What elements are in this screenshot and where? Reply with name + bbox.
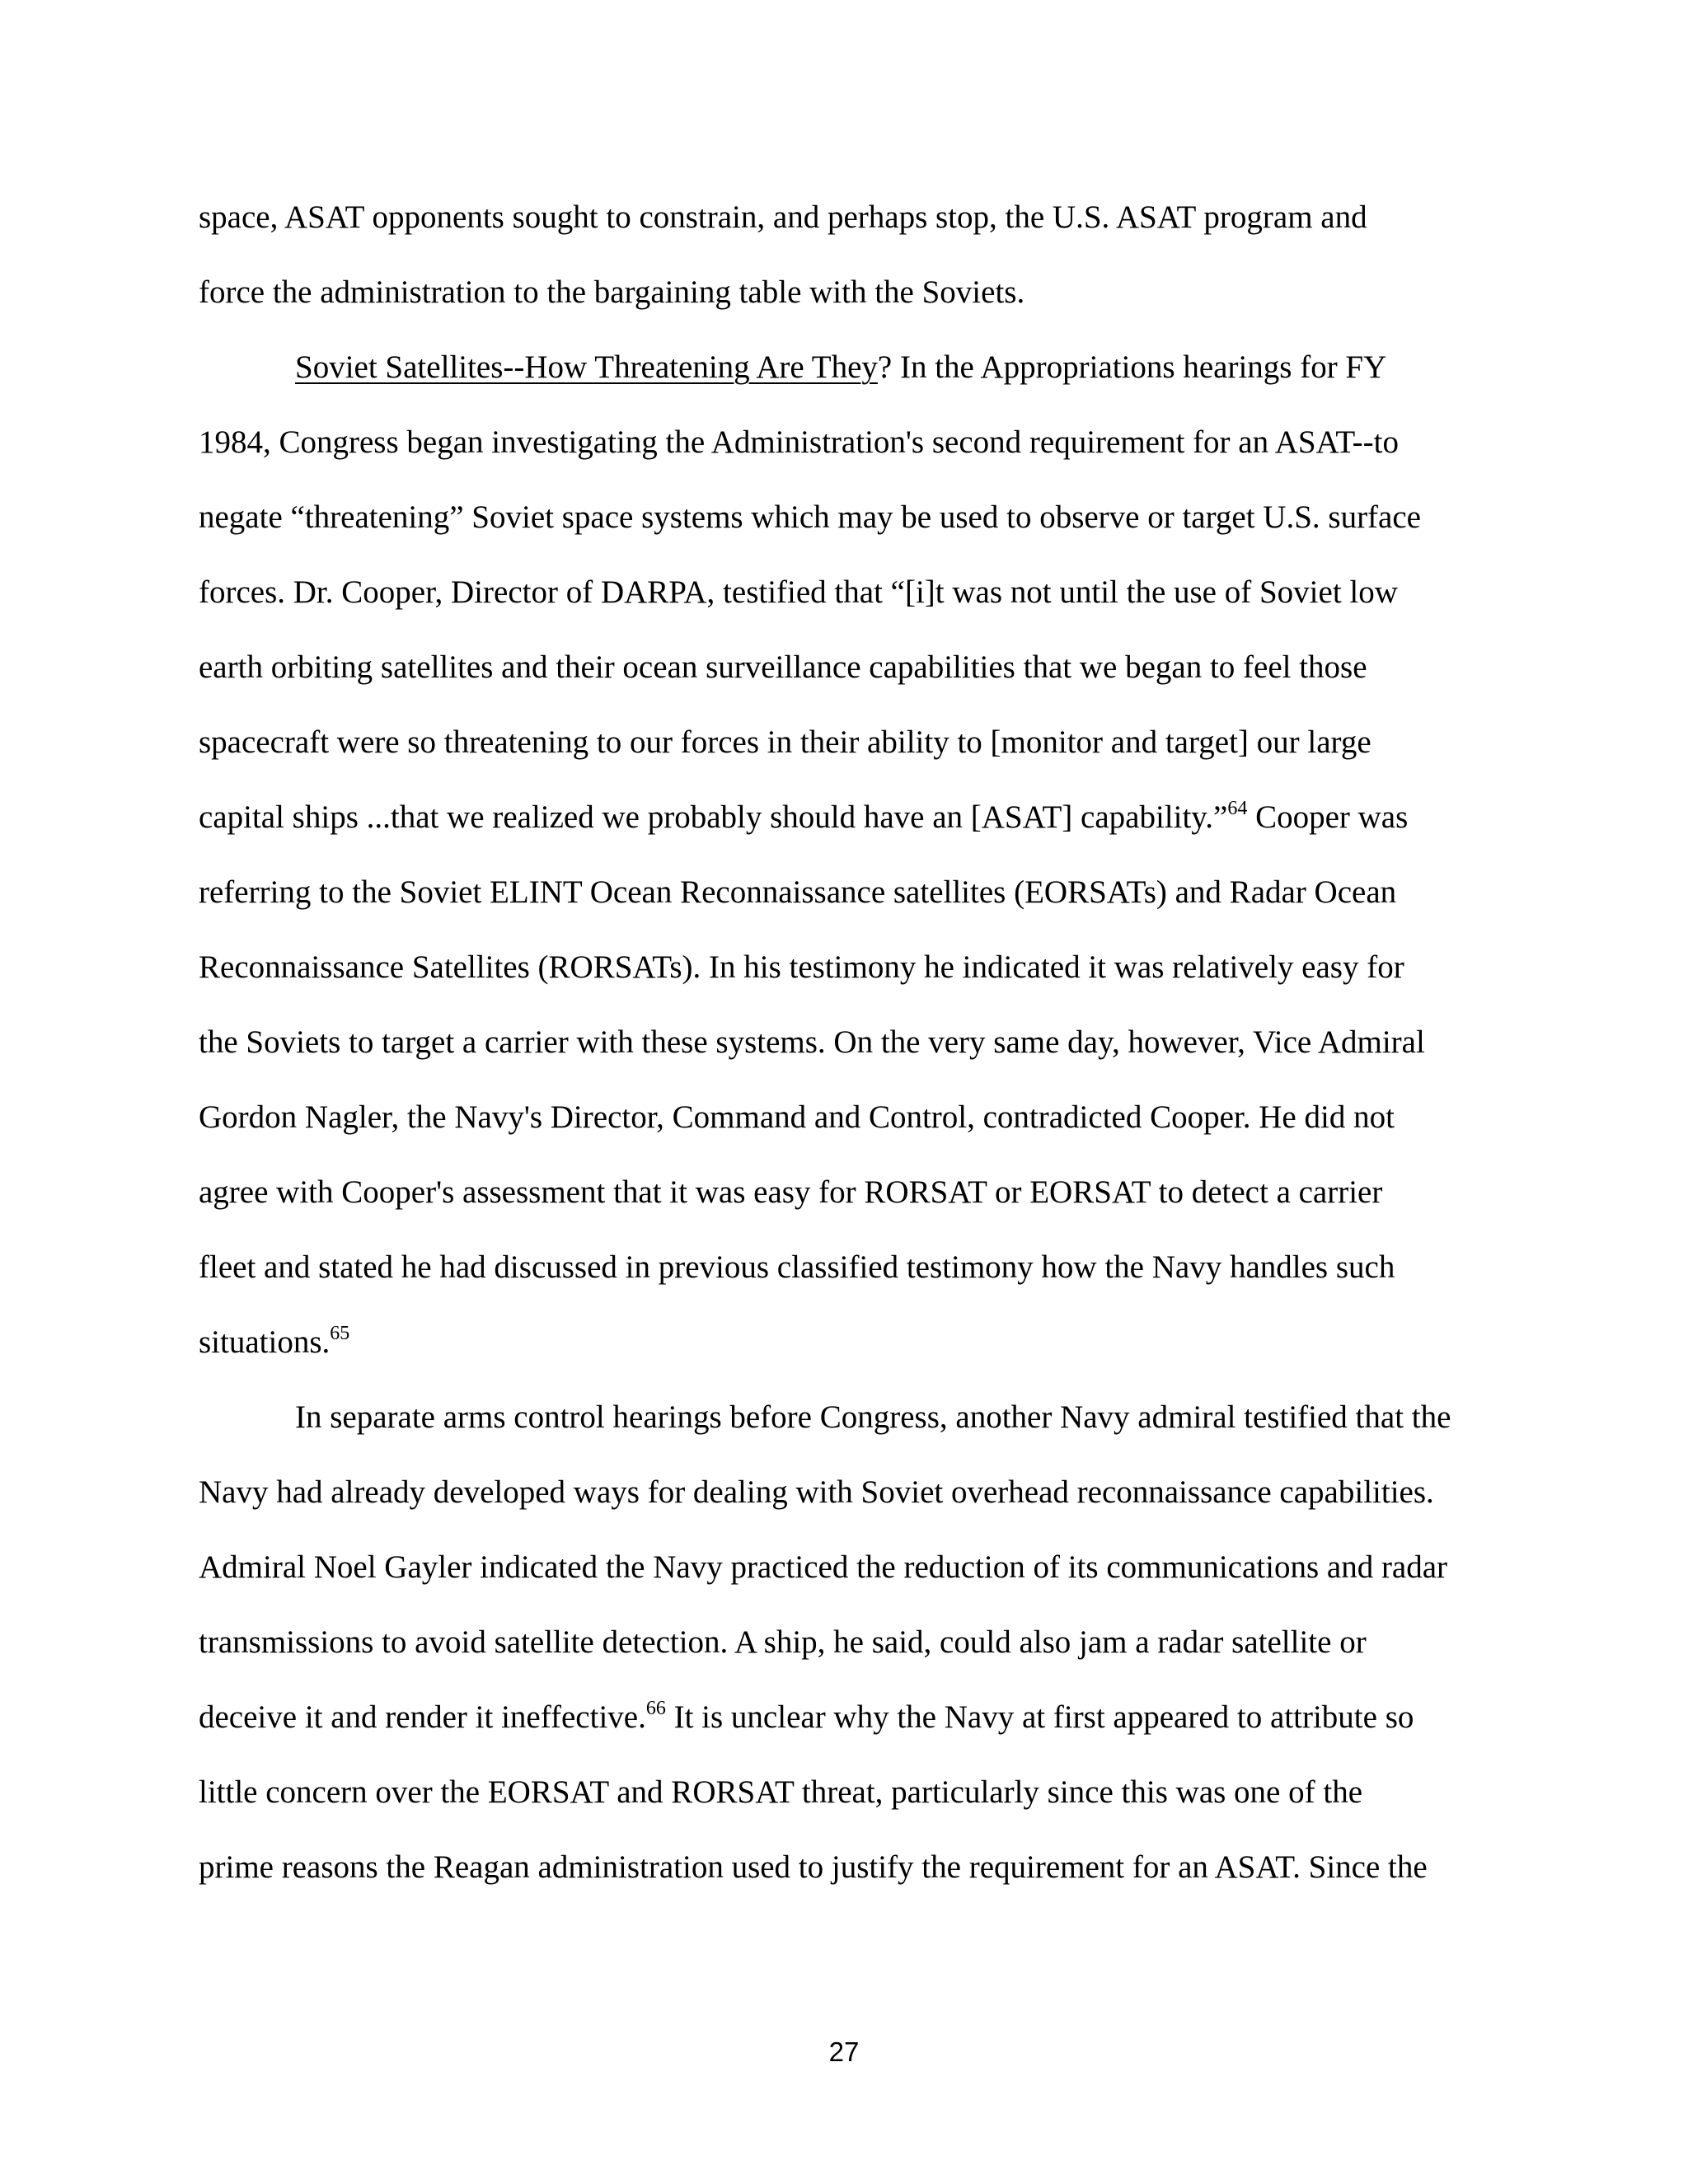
line-text: Cooper was [1247, 799, 1409, 835]
section-heading: Soviet Satellites--How Threatening Are They [295, 349, 878, 385]
line-text: negate “threatening” Soviet space systems which may be used to observe or target U.S. surface [199, 499, 1421, 535]
page-number: 27 [828, 2036, 860, 2067]
line-text: little concern over the EORSAT and RORSAT threat, particularly since this was one of the [199, 1774, 1362, 1810]
text-line [199, 1773, 1534, 1812]
line-text: capital ships ...that we realized we probably should have an [ASAT] capability.” [199, 799, 1228, 835]
text-line [199, 573, 1534, 612]
line-text: spacecraft were so threatening to our forces in their ability to [monitor and target] our large [199, 724, 1372, 760]
text-line [199, 198, 1534, 237]
line-text: Gordon Nagler, the Navy's Director, Command and Control, contradicted Cooper. He did not [199, 1099, 1395, 1135]
line-text: referring to the Soviet ELINT Ocean Reconnaissance satellites (EORSATs) and Radar Ocean [199, 874, 1397, 910]
text-line [199, 948, 1534, 987]
line-text: ? In the Appropriations hearings for FY [877, 349, 1387, 385]
text-line [199, 1023, 1534, 1062]
text-line [199, 498, 1534, 537]
text-line [199, 423, 1534, 462]
text-line [199, 1698, 1534, 1737]
line-text: Admiral Noel Gayler indicated the Navy practiced the reduction of its communications and radar [199, 1549, 1448, 1585]
text-line [199, 798, 1534, 837]
text-line [199, 723, 1534, 762]
line-text: It is unclear why the Navy at first appeared to attribute so [665, 1699, 1414, 1735]
line-text: Navy had already developed ways for dealing with Soviet overhead reconnaissance capabilities. [199, 1474, 1434, 1510]
footnote-reference: 64 [1227, 798, 1248, 819]
text-line [199, 873, 1534, 912]
line-text: transmissions to avoid satellite detection. A ship, he said, could also jam a radar satellite or [199, 1624, 1367, 1660]
text-line [199, 1248, 1534, 1287]
footnote-reference: 65 [330, 1323, 350, 1344]
text-line [199, 273, 1534, 312]
line-text: earth orbiting satellites and their ocean surveillance capabilities that we began to feel those [199, 649, 1367, 685]
text-line [199, 1848, 1534, 1887]
line-text: space, ASAT opponents sought to constrain, and perhaps stop, the U.S. ASAT program and [199, 199, 1367, 235]
line-text: In separate arms control hearings before Congress, another Navy admiral testified that the [295, 1399, 1451, 1435]
line-text: forces. Dr. Cooper, Director of DARPA, testified that “[i]t was not until the use of Soviet low [199, 574, 1398, 610]
line-text: deceive it and render it ineffective. [199, 1699, 646, 1735]
line-text: 1984, Congress began investigating the Administration's second requirement for an ASAT--to [199, 424, 1399, 460]
line-text: agree with Cooper's assessment that it was easy for RORSAT or EORSAT to detect a carrier [199, 1174, 1383, 1210]
footnote-reference: 66 [645, 1698, 666, 1719]
text-line [199, 1173, 1534, 1212]
text-line [295, 1398, 1630, 1437]
line-text: fleet and stated he had discussed in previous classified testimony how the Navy handles such [199, 1249, 1395, 1285]
text-line [199, 648, 1534, 687]
line-text: the Soviets to target a carrier with these systems. On the very same day, however, Vice Admiral [199, 1024, 1425, 1060]
section-heading-line [295, 348, 1630, 387]
text-line [199, 1098, 1534, 1137]
line-text: prime reasons the Reagan administration used to justify the requirement for an ASAT. Since the [199, 1849, 1428, 1885]
text-line [199, 1323, 1534, 1362]
text-line [199, 1473, 1534, 1512]
line-text: situations. [199, 1324, 331, 1360]
text-line [199, 1623, 1534, 1662]
text-line [199, 1548, 1534, 1587]
line-text: force the administration to the bargaining table with the Soviets. [199, 274, 1025, 310]
line-text: Reconnaissance Satellites (RORSATs). In his testimony he indicated it was relatively easy for [199, 949, 1404, 985]
